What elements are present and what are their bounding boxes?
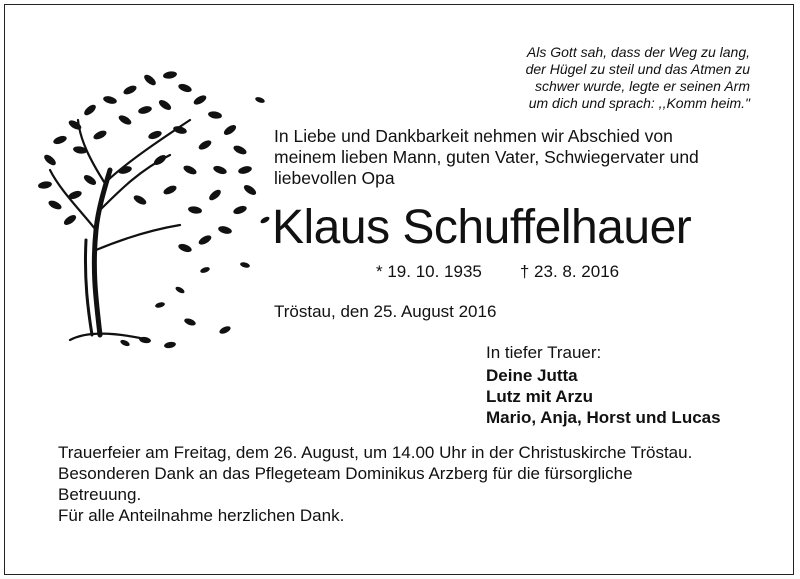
death-date: † 23. 8. 2016 bbox=[519, 262, 620, 281]
mourner-name: Deine Jutta bbox=[486, 366, 578, 385]
mourner-name: Mario, Anja, Horst und Lucas bbox=[486, 408, 721, 427]
funeral-info: Trauerfeier am Freitag, dem 26. August, um 14.00 Uhr in der Christuskirche Tröstau. bbox=[58, 443, 693, 462]
windblown-tree-illustration bbox=[30, 60, 280, 360]
mourners-lead: In tiefer Trauer: bbox=[486, 343, 602, 362]
mourner-name: Lutz mit Arzu bbox=[486, 387, 594, 406]
intro-text bbox=[274, 126, 744, 189]
life-dates bbox=[376, 262, 619, 282]
thanks-care-team-continued: Betreuung. bbox=[58, 485, 142, 504]
mourners-block bbox=[486, 342, 721, 428]
intro-line: In Liebe und Dankbarkeit nehmen wir Abschied von bbox=[274, 126, 673, 146]
footer-text bbox=[58, 442, 743, 526]
thanks-care-team: Besonderen Dank an das Pflegeteam Dominikus Arzberg für die fürsorgliche bbox=[58, 464, 633, 483]
quote-line: um dich und sprach: ,,Komm heim." bbox=[528, 95, 750, 111]
quote-line: der Hügel zu steil und das Atmen zu bbox=[525, 61, 750, 77]
quote bbox=[470, 44, 750, 112]
thanks-sympathy: Für alle Anteilnahme herzlichen Dank. bbox=[58, 506, 345, 525]
intro-line: meinem lieben Mann, guten Vater, Schwiegervater und bbox=[274, 147, 699, 167]
place-and-date: Tröstau, den 25. August 2016 bbox=[274, 302, 497, 321]
birth-date: * 19. 10. 1935 bbox=[376, 262, 482, 281]
intro-line: liebevollen Opa bbox=[274, 168, 395, 188]
leaves bbox=[37, 70, 270, 349]
quote-line: schwer wurde, legte er seinen Arm bbox=[534, 78, 750, 94]
quote-line: Als Gott sah, dass der Weg zu lang, bbox=[526, 44, 750, 60]
deceased-name: Klaus Schuffelhauer bbox=[272, 201, 692, 254]
